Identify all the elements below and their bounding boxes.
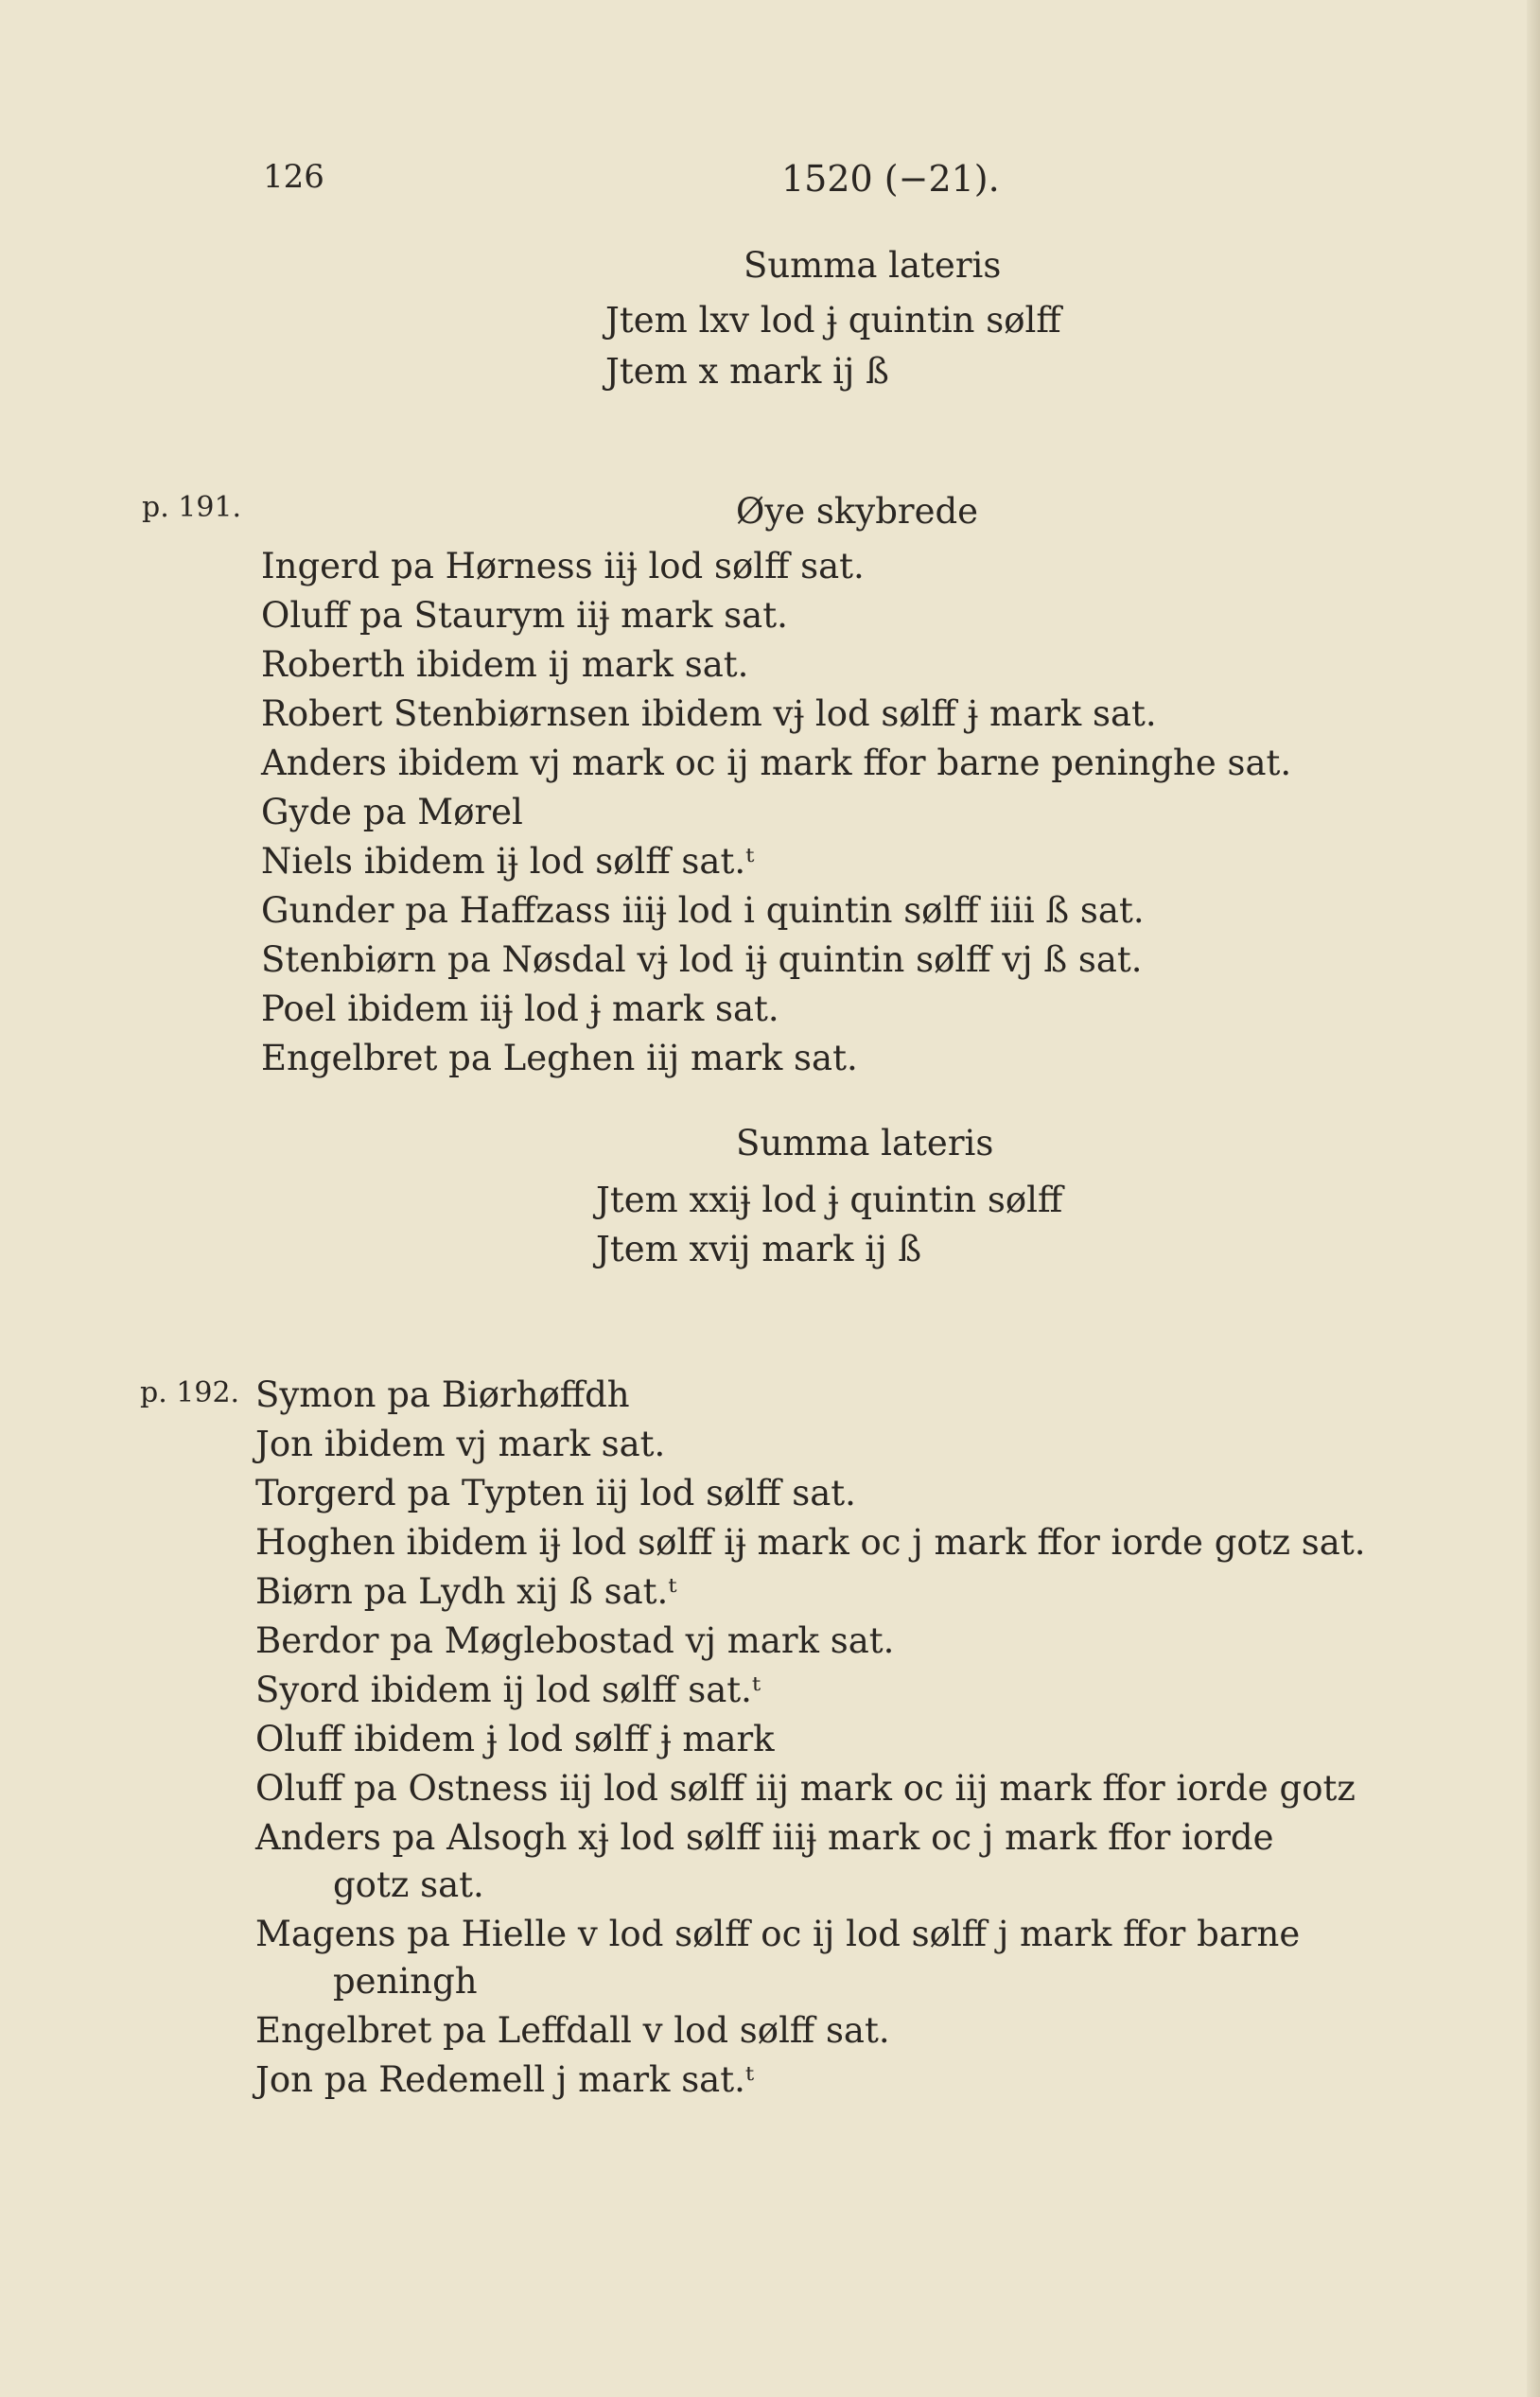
entry-continuation: gotz sat. — [333, 1864, 484, 1905]
summa-lateris-2: Summa lateris — [736, 1123, 994, 1164]
entry-line: Roberth ibidem ij mark sat. — [261, 644, 749, 685]
summa-lateris-1: Summa lateris — [744, 245, 1002, 286]
entry-line: Poel ibidem iiɉ lod ɉ mark sat. — [261, 989, 779, 1029]
entry-line: Oluff pa Staurym iiɉ mark sat. — [261, 595, 788, 636]
entry-line: Niels ibidem iɉ lod sølff sat.ᵗ — [261, 841, 755, 882]
entry-line: Oluff pa Ostness iij lod sølff iij mark oc iij mark ffor iorde gotz — [255, 1768, 1356, 1809]
entry-line: Oluff ibidem ɉ lod sølff ɉ mark — [255, 1719, 775, 1759]
entry-line: Robert Stenbiørnsen ibidem vɉ lod sølff ɉ mark sat. — [261, 693, 1157, 734]
entry-line: Torgerd pa Typten iij lod sølff sat. — [255, 1473, 856, 1513]
entry-line: Anders pa Alsogh xɉ lod sølff iiiɉ mark oc j mark ffor iorde — [255, 1817, 1274, 1858]
margin-ref-191: p. 191. — [142, 491, 242, 524]
running-title: 1520 (−21). — [781, 158, 1000, 200]
entry-line: Symon pa Biørhøffdh — [255, 1374, 630, 1415]
entry-line: Stenbiørn pa Nøsdal vɉ lod iɉ quintin sølff vj ß sat. — [261, 939, 1143, 980]
entry-line: Berdor pa Møglebostad vj mark sat. — [255, 1620, 895, 1661]
entry-line: Hoghen ibidem iɉ lod sølff iɉ mark oc j mark ffor iorde gotz sat. — [255, 1522, 1366, 1563]
entry-line: Anders ibidem vj mark oc ij mark ffor barne peninghe sat. — [261, 743, 1292, 783]
page-edge — [1527, 0, 1540, 2397]
section-heading: Øye skybrede — [736, 491, 979, 532]
entry-line: Syord ibidem ij lod sølff sat.ᵗ — [255, 1670, 761, 1710]
margin-ref-192: p. 192. — [140, 1376, 240, 1409]
summa-line: Jtem xvij mark ij ß — [596, 1229, 922, 1269]
entry-line: Gunder pa Haffzass iiiɉ lod i quintin sølff iiii ß sat. — [261, 890, 1145, 931]
summa-line: Jtem x mark ij ß — [605, 351, 889, 392]
summa-line: Jtem xxiɉ lod ɉ quintin sølff — [596, 1180, 1063, 1220]
entry-continuation: peningh — [333, 1961, 478, 2002]
entry-line: Engelbret pa Leghen iij mark sat. — [261, 1038, 858, 1078]
entry-line: Ingerd pa Hørness iiɉ lod sølff sat. — [261, 546, 865, 586]
summa-line: Jtem lxv lod ɉ quintin sølff — [605, 300, 1061, 341]
entry-line: Biørn pa Lydh xij ß sat.ᵗ — [255, 1571, 677, 1612]
entry-line: Gyde pa Mørel — [261, 792, 523, 832]
entry-line: Jon pa Redemell j mark sat.ᵗ — [255, 2059, 754, 2100]
entry-line: Jon ibidem vj mark sat. — [255, 1424, 666, 1464]
page-number: 126 — [263, 158, 324, 196]
entry-line: Engelbret pa Leffdall v lod sølff sat. — [255, 2010, 890, 2051]
entry-line: Magens pa Hielle v lod sølff oc ij lod sølff j mark ffor barne — [255, 1914, 1301, 1954]
